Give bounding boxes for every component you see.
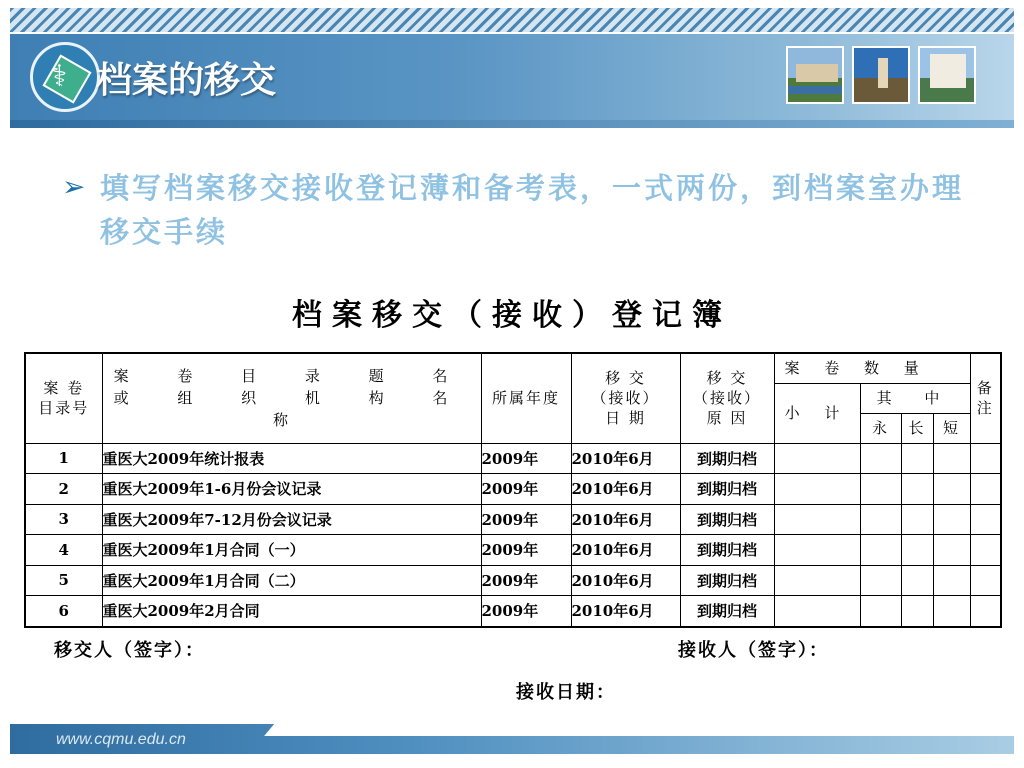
header-subtotal: 小 计 — [774, 383, 860, 443]
row-reason: 到期归档 — [680, 535, 774, 566]
row-reason: 到期归档 — [680, 443, 774, 474]
row-title: 重医大2009年2月合同 — [102, 596, 481, 627]
row-number: 2 — [25, 474, 102, 505]
row-title: 重医大2009年1月合同（一） — [102, 535, 481, 566]
table-row — [25, 504, 1001, 535]
row-remark — [970, 443, 1001, 474]
row-title: 重医大2009年统计报表 — [102, 443, 481, 474]
row-long — [901, 443, 933, 474]
row-subtotal — [774, 443, 860, 474]
receive-date-label: 接收日期： — [516, 682, 616, 703]
row-date: 2010年6月 — [571, 443, 680, 474]
header-short: 短 — [933, 413, 970, 443]
table-row — [25, 565, 1001, 596]
footer-url: www.cqmu.edu.cn — [56, 731, 186, 748]
row-long — [901, 596, 933, 627]
row-reason: 到期归档 — [680, 596, 774, 627]
row-date: 2010年6月 — [571, 474, 680, 505]
row-permanent — [860, 565, 901, 596]
register-title: 档案移交（接收）登记簿 — [292, 298, 732, 333]
header-catalog-no: 案 卷 目录号 — [25, 353, 102, 443]
header-long: 长 — [901, 413, 933, 443]
row-long — [901, 474, 933, 505]
row-year: 2009年 — [481, 474, 571, 505]
receiver-signature-label: 接收人（签字）： — [678, 640, 829, 661]
row-permanent — [860, 535, 901, 566]
row-permanent — [860, 474, 901, 505]
row-year: 2009年 — [481, 535, 571, 566]
row-remark — [970, 474, 1001, 505]
row-long — [901, 504, 933, 535]
instruction-text: 填写档案移交接收登记薄和备考表，一式两份，到档案室办理移交手续 — [100, 171, 965, 249]
footer-decoration — [264, 722, 1024, 736]
statue-photo — [852, 46, 910, 104]
row-title: 重医大2009年1月合同（二） — [102, 565, 481, 596]
transferor-signature-label: 移交人（签字）： — [54, 640, 205, 661]
row-short — [933, 565, 970, 596]
row-remark — [970, 596, 1001, 627]
row-subtotal — [774, 565, 860, 596]
row-subtotal — [774, 474, 860, 505]
row-title: 重医大2009年7-12月份会议记录 — [102, 504, 481, 535]
row-title: 重医大2009年1-6月份会议记录 — [102, 474, 481, 505]
row-permanent — [860, 443, 901, 474]
row-subtotal — [774, 596, 860, 627]
row-number: 4 — [25, 535, 102, 566]
header-quantity: 案 卷 数 量 — [774, 353, 970, 383]
hospital-building-photo — [918, 46, 976, 104]
row-short — [933, 504, 970, 535]
row-reason: 到期归档 — [680, 504, 774, 535]
bullet-arrow-icon: ➢ — [62, 170, 86, 203]
table-row — [25, 474, 1001, 505]
row-number: 3 — [25, 504, 102, 535]
register-table — [24, 352, 1002, 628]
row-remark — [970, 535, 1001, 566]
header-title: 案 卷 目 录 题 名 或 组 织 机 构 名 称 — [102, 353, 481, 443]
table-row — [25, 443, 1001, 474]
header-remark: 备 注 — [970, 353, 1001, 443]
decorative-stripe — [10, 8, 1014, 32]
row-number: 1 — [25, 443, 102, 474]
row-subtotal — [774, 535, 860, 566]
row-short — [933, 474, 970, 505]
row-remark — [970, 565, 1001, 596]
table-row — [25, 596, 1001, 627]
row-year: 2009年 — [481, 596, 571, 627]
row-reason: 到期归档 — [680, 474, 774, 505]
table-row — [25, 535, 1001, 566]
campus-building-photo — [786, 46, 844, 104]
page-title: 档案的移交 — [96, 60, 277, 101]
row-long — [901, 535, 933, 566]
university-logo — [30, 42, 100, 112]
row-permanent — [860, 504, 901, 535]
row-short — [933, 596, 970, 627]
row-long — [901, 565, 933, 596]
header-among: 其 中 — [860, 383, 970, 413]
row-number: 5 — [25, 565, 102, 596]
row-date: 2010年6月 — [571, 565, 680, 596]
row-remark — [970, 504, 1001, 535]
header-date: 移 交 （接收） 日 期 — [571, 353, 680, 443]
row-year: 2009年 — [481, 443, 571, 474]
header-divider — [10, 120, 1014, 128]
row-short — [933, 443, 970, 474]
caduceus-icon: ⚕ — [51, 59, 68, 94]
row-short — [933, 535, 970, 566]
row-date: 2010年6月 — [571, 535, 680, 566]
row-year: 2009年 — [481, 565, 571, 596]
row-reason: 到期归档 — [680, 565, 774, 596]
header-reason: 移 交 （接收） 原 因 — [680, 353, 774, 443]
row-date: 2010年6月 — [571, 596, 680, 627]
row-permanent — [860, 596, 901, 627]
row-year: 2009年 — [481, 504, 571, 535]
row-number: 6 — [25, 596, 102, 627]
row-date: 2010年6月 — [571, 504, 680, 535]
header-year: 所属年度 — [481, 353, 571, 443]
header-permanent: 永 — [860, 413, 901, 443]
row-subtotal — [774, 504, 860, 535]
